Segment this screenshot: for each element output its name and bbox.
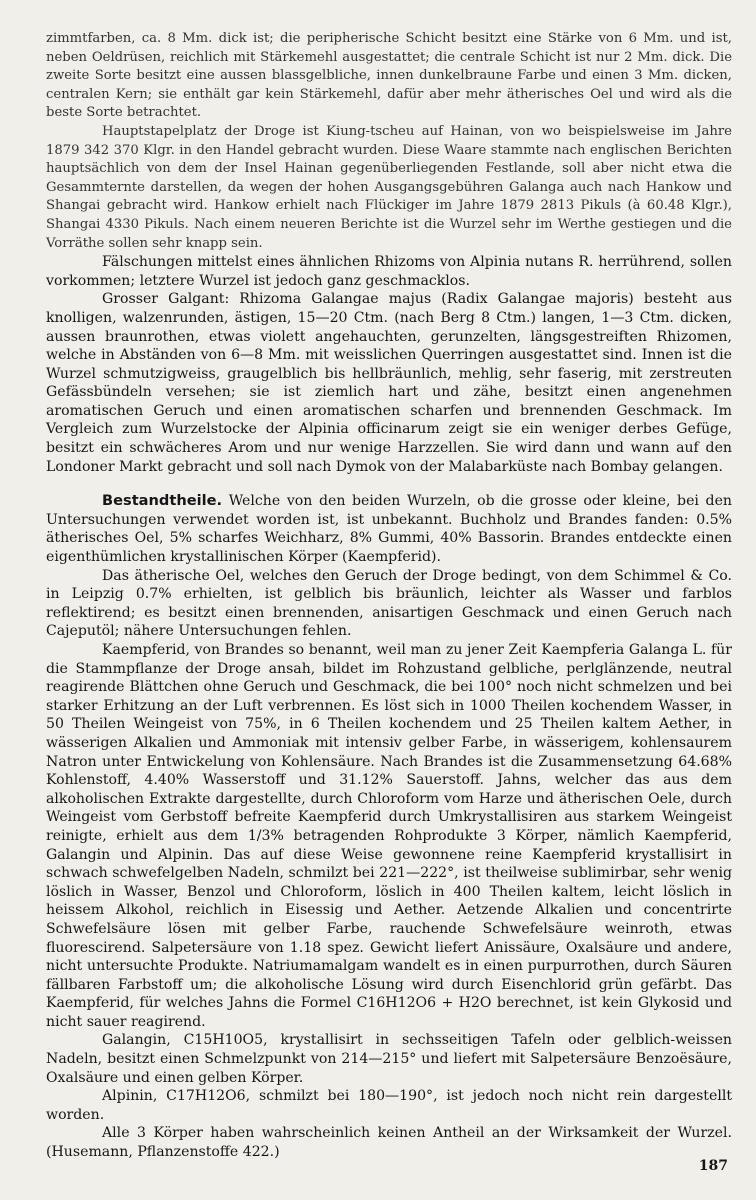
- paragraph-essential-oil: Das ätherische Oel, welches den Geruch der Droge bedingt, von dem Schimmel & Co. in Leipzig 0.7% erhielten, ist gelblich bis bräunlich, leichter als Wasser und farblos reflektirend; es besitzt einen brennenden, anisartigen Geschmack und einen Geruch nach Cajeputöl; nähere Untersuchungen fehlen.: [46, 567, 732, 640]
- continuation-text: [46, 30, 732, 253]
- paragraph-kaempferid: Kaempferid, von Brandes so benannt, weil man zu jener Zeit Kaempferia Galanga L. für die Stammpflanze der Droge ansah, bildet im Rohzustand gelbliche, perlglänzende, neutral reagirende Blättchen ohne Geruch und Geschmack, die bei 100° noch nicht schmelzen und bei starker Erhitzung an der Luft verbrennen. Es löst sich in 1000 Theilen kochendem Wasser, in 50 Theilen Weingeist von 75%, in 6 Theilen kochendem und 25 Theilen kaltem Aether, in wässerigen Alkalien und Ammoniak mit intensiv gelber Farbe, in wässerigem, kohlensaurem Natron unter Entwickelung von Kohlensäure. Nach Brandes ist die Zusammensetzung 64.68% Kohlenstoff, 4.40% Wasserstoff und 31.12% Sauerstoff. Jahns, welcher das aus dem alkoholischen Extrakte dargestellte, durch Chloroform vom Harze und ätherischen Oele, durch Weingeist vom Gerbstoff befreite Kaempferid durch Umkrystallisiren aus starkem Weingeist reinigte, erhielt aus dem 1/3% betragenden Rohprodukte 3 Körper, nämlich Kaempferid, Galangin und Alpinin. Das auf diese Weise gewonnene reine Kaempferid krystallisirt in schwach schwefelgelben Nadeln, schmilzt bei 221—222°, ist theilweise sublimirbar, sehr wenig löslich in Wasser, Benzol und Chloroform, löslich in 400 Theilen kaltem, leicht löslich in heissem Alkohol, reichlich in Eisessig und Aether. Aetzende Alkalien und concentrirte Schwefelsäure lösen mit gelber Farbe, rauchende Schwefelsäure weinroth, etwas fluorescirend. Salpetersäure von 1.18 spez. Gewicht liefert Anissäure, Oxalsäure und andere, nicht untersuchte Produkte. Natriumamalgam wandelt es in einen purpurrothen, durch Säuren fällbaren Farbstoff um; die alkoholische Lösung wird durch Eisenchlorid grün gefärbt. Das Kaempferid, für welches Jahns die Formel C16H12O6 + H2O berechnet, ist kein Glykosid und nicht sauer reagirend.: [46, 642, 732, 1030]
- paragraph-alpinin: Alpinin, C17H12O6, schmilzt bei 180—190°, ist jedoch noch nicht rein dargestellt worden.: [46, 1088, 732, 1123]
- paragraph-galangin: Galangin, C15H10O5, krystallisirt in sechsseitigen Tafeln oder gelblich-weissen Nadeln, besitzt einen Schmelzpunkt von 214—215° und liefert mit Salpetersäure Benzoësäure, Oxalsäure und einen gelben Körper.: [46, 1032, 732, 1086]
- paragraph-conclusion: Alle 3 Körper haben wahrscheinlich keinen Antheil an der Wirksamkeit der Wurzel. (Husemann, Pflanzenstoffe 422.): [46, 1125, 732, 1161]
- paragraph-adulteration: Fälschungen mittelst eines ähnlichen Rhizoms von Alpinia nutans R. herrührend, sollen vorkommen; letztere Wurzel ist jedoch ganz geschmacklos.: [46, 254, 732, 289]
- paragraph-trade: Hauptstapelplatz der Droge ist Kiung-tscheu auf Hainan, von wo beispielsweise im Jahre 1879 342 370 Klgr. in den Handel gebracht wurden. Diese Waare stammte nach englischen Berichten hauptsächlich von dem der Insel Hainan gegenüberliegenden Festlande, soll aber nicht etwa die Gesammternte darstellen, da wegen der hohen Ausgangsgebühren Galanga auch nach Hankow und Shangai gebracht wird. Hankow erhielt nach Flückiger im Jahre 1879 2813 Pikuls (à 60.48 Klgr.), Shangai 4330 Pikuls. Nach einem neueren Berichte ist die Wurzel sehr im Werthe gestiegen und die Vorräthe sollen sehr knapp sein.: [46, 123, 732, 251]
- paragraph-constituents-text: Welche von den beiden Wurzeln, ob die grosse oder kleine, bei den Untersuchungen verwendet worden ist, ist unbekannt. Buchholz und Brandes fanden: 0.5% ätherisches Oel, 5% scharfes Weichharz, 8% Gummi, 40% Bassorin. Brandes entdeckte einen eigenthümlichen krystallinischen Körper (Kaempferid).: [46, 493, 732, 566]
- paragraph-greater-galangal: Grosser Galgant: Rhizoma Galangae majus (Radix Galangae majoris) besteht aus knolligen, walzenrunden, ästigen, 15—20 Ctm. (nach Berg 8 Ctm.) langen, 1—3 Ctm. dicken, aussen braunrothen, etwas violett angehauchten, gerunzelten, längsgestreiften Rhizomen, welche in Abständen von 6—8 Mm. mit weisslichen Querringen ausgestattet sind. Innen ist die Wurzel schmutzigweiss, graugelblich bis hellbräunlich, mehlig, sehr faserig, mit zerstreuten Gefässbündeln versehen; sie ist ziemlich hart und zähe, besitzt einen angenehmen aromatischen Geruch und einen aromatischen scharfen und brennenden Geschmack. Im Vergleich zum Wurzelstocke der Alpinia officinarum zeigt sie ein weniger derbes Gefüge, besitzt ein schwächeres Arom und nur wenige Harzzellen. Sie wird dann und wann auf den Londoner Markt gebracht und soll nach Dymok von der Malabarküste nach Bombay gelangen.: [46, 291, 732, 475]
- section-heading: Bestandtheile.: [102, 492, 223, 510]
- paragraph-constituents: [46, 492, 732, 566]
- page-number: 187: [698, 1158, 728, 1174]
- paragraph-root-varieties: zimmtfarben, ca. 8 Mm. dick ist; die peripherische Schicht besitzt eine Stärke von 6 Mm. und ist, neben Oeldrüsen, reichlich mit Stärkemehl ausgestattet; die centrale Schicht ist nur 2 Mm. dick. Die zweite Sorte besitzt eine aussen blassgelbliche, innen dunkelbraune Farbe und einen 3 Mm. dicken, centralen Kern; sie enthält gar kein Stärkemehl, dafür aber mehr ätherisches Oel und wird als die beste Sorte betrachtet.: [46, 31, 732, 121]
